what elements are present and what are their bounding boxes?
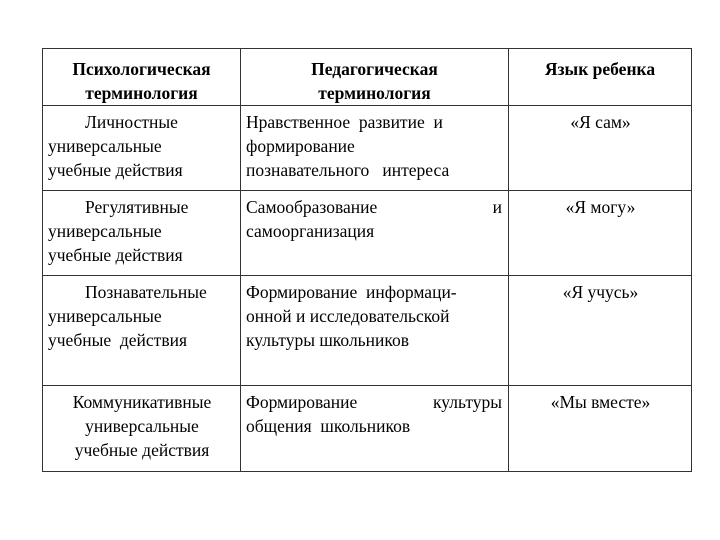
child-language-cell bbox=[509, 386, 692, 472]
cell-line: «Я могу» bbox=[565, 197, 636, 217]
header-line: Психологическая bbox=[72, 59, 211, 79]
header-line: Язык ребенка bbox=[544, 59, 656, 79]
cell-line: культуры школьников bbox=[246, 330, 410, 350]
cell-line-justified bbox=[246, 390, 502, 414]
cell-line: Коммуникативные bbox=[72, 392, 212, 412]
cell-word: Формирование bbox=[246, 392, 358, 412]
header-child-language bbox=[509, 49, 692, 106]
cell-line: учебные действия bbox=[48, 245, 183, 265]
header-line: терминология bbox=[85, 83, 198, 103]
header-line: Педагогическая bbox=[311, 59, 438, 79]
cell-line: универсальные bbox=[48, 136, 162, 156]
cell-line: Формирование информаци- bbox=[246, 282, 457, 302]
cell-line: учебные действия bbox=[48, 330, 187, 350]
cell-line-justified bbox=[246, 195, 502, 219]
cell-line: «Я учусь» bbox=[562, 282, 639, 302]
header-pedagogical-terminology bbox=[241, 49, 509, 106]
table-row bbox=[43, 386, 692, 472]
terminology-table bbox=[42, 48, 692, 472]
cell-line: онной и исследовательской bbox=[246, 306, 450, 326]
pedagogical-term-cell bbox=[241, 106, 509, 191]
child-language-cell bbox=[509, 106, 692, 191]
cell-line: учебные действия bbox=[74, 440, 210, 460]
cell-line: Регулятивные bbox=[85, 197, 189, 217]
cell-line: учебные действия bbox=[48, 160, 183, 180]
table-header-row bbox=[43, 49, 692, 106]
cell-line: Личностные bbox=[85, 112, 178, 132]
table-row bbox=[43, 106, 692, 191]
cell-word: и bbox=[492, 197, 502, 217]
child-language-cell bbox=[509, 191, 692, 276]
cell-line: Познавательные bbox=[85, 282, 207, 302]
cell-line: универсальные bbox=[85, 416, 199, 436]
child-language-cell bbox=[509, 276, 692, 386]
header-line: терминология bbox=[318, 83, 431, 103]
psychological-term-cell bbox=[43, 386, 241, 472]
cell-line: универсальные bbox=[48, 306, 162, 326]
cell-line: универсальные bbox=[48, 221, 162, 241]
cell-line: «Я сам» bbox=[570, 112, 631, 132]
cell-word: культуры bbox=[433, 392, 502, 412]
psychological-term-cell bbox=[43, 276, 241, 386]
cell-line: «Мы вместе» bbox=[550, 392, 651, 412]
cell-line: познавательного интереса bbox=[246, 160, 450, 180]
header-psychological-terminology bbox=[43, 49, 241, 106]
cell-line: общения школьников bbox=[246, 416, 411, 436]
cell-word: Самообразование bbox=[246, 197, 378, 217]
table-row bbox=[43, 191, 692, 276]
psychological-term-cell bbox=[43, 191, 241, 276]
table-row bbox=[43, 276, 692, 386]
cell-line: Нравственное развитие и bbox=[246, 112, 443, 132]
pedagogical-term-cell bbox=[241, 386, 509, 472]
psychological-term-cell bbox=[43, 106, 241, 191]
cell-line: формирование bbox=[246, 136, 355, 156]
pedagogical-term-cell bbox=[241, 276, 509, 386]
pedagogical-term-cell bbox=[241, 191, 509, 276]
cell-line: самоорганизация bbox=[246, 221, 375, 241]
